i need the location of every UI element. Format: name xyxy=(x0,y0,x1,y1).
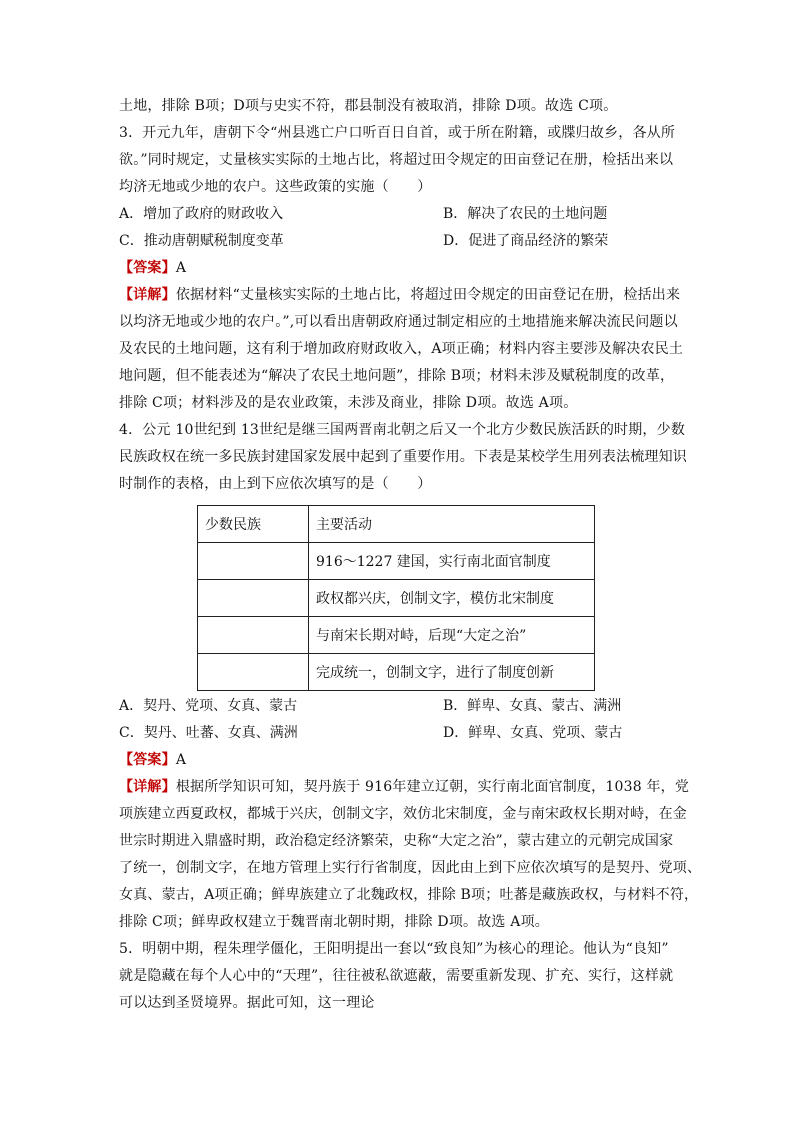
table-row xyxy=(198,617,595,654)
table-cell-ethnic xyxy=(198,543,309,580)
q3-detail-line-4: 地问题，但不能表述为“解决了农民土地问题”，排除 B项；材料未涉及赋税制度的改革， xyxy=(119,368,675,384)
table-header-row xyxy=(198,506,595,543)
detail-tag: 【详解】 xyxy=(119,287,176,303)
q3-stem-line-2: 欲。”同时规定，丈量核实实际的土地占比，将超过田令规定的田亩登记在册，检括出来以 xyxy=(119,152,674,168)
q3-detail-line-2: 以均济无地或少地的农户。”,可以看出唐朝政府通过制定相应的土地措施来解决流民问题以 xyxy=(119,314,678,330)
q3-option-a: A．增加了政府的财政收入 xyxy=(119,206,284,222)
answer-tag: 【答案】 xyxy=(119,752,176,768)
q4-option-c: C．契丹、吐蕃、女真、满洲 xyxy=(119,725,298,741)
table-cell-ethnic xyxy=(198,580,309,617)
q5-stem-line-3: 可以达到圣贤境界。据此可知，这一理论 xyxy=(119,995,375,1011)
q3-answer xyxy=(119,258,186,278)
q4-stem-line-3: 时制作的表格，由上到下应依次填写的是（ ） xyxy=(119,476,432,492)
q4-detail-line-4: 了统一，创制文字，在地方管理上实行行省制度，因此由上到下应依次填写的是契丹、党项、 xyxy=(119,860,702,876)
prev-answer-tail: 土地，排除 B项；D项与史实不符，郡县制没有被取消，排除 D项。故选 C项。 xyxy=(119,98,618,114)
table-row xyxy=(198,654,595,691)
q4-detail-line-6: 排除 C项；鲜卑政权建立于魏晋南北朝时期，排除 D项。故选 A项。 xyxy=(119,914,549,930)
q4-stem-line-2: 民族政权在统一多民族封建国家发展中起到了重要作用。下表是某校学生用列表法梳理知识 xyxy=(119,449,687,465)
table-header-activity: 主要活动 xyxy=(309,506,595,543)
table-header-ethnic: 少数民族 xyxy=(198,506,309,543)
table-row xyxy=(198,543,595,580)
q3-answer-value: A xyxy=(175,260,187,276)
q4-stem-line-1: 4．公元 10世纪到 13世纪是继三国两晋南北朝之后又一个北方少数民族活跃的时期，少数 xyxy=(119,422,686,438)
q4-detail-line-5: 女真、蒙古，A项正确；鲜卑族建立了北魏政权，排除 B项；吐蕃是藏族政权，与材料不符， xyxy=(119,887,699,903)
q4-option-a: A．契丹、党项、女真、蒙古 xyxy=(119,698,298,714)
q4-option-d: D．鲜卑、女真、党项、蒙古 xyxy=(443,725,623,741)
table-row xyxy=(198,580,595,617)
q4-detail-line-3: 世宗时期进入鼎盛时期，政治稳定经济繁荣，史称“大定之治”，蒙古建立的元朝完成国家 xyxy=(119,833,674,849)
table-cell-activity: 与南宋长期对峙，后现“大定之治” xyxy=(309,617,595,654)
q4-detail-line-1: 【详解】根据所学知识可知，契丹族于 916年建立辽朝，实行南北面官制度，1038 年，党 xyxy=(119,779,690,795)
table-cell-activity: 916～1227 建国，实行南北面官制度 xyxy=(309,543,595,580)
q3-detail-line-1: 【详解】依据材料“丈量核实实际的土地占比，将超过田令规定的田亩登记在册，检括出来 xyxy=(119,287,681,303)
table-cell-activity: 完成统一，创制文字，进行了制度创新 xyxy=(309,654,595,691)
q3-detail-line-3: 及农民的土地问题，这有利于增加政府财政收入，A项正确；材料内容主要涉及解决农民土 xyxy=(119,341,684,357)
q3-option-c: C．推动唐朝赋税制度变革 xyxy=(119,233,284,249)
q3-stem-line-3: 均济无地或少地的农户。这些政策的实施（ ） xyxy=(119,179,432,195)
q4-table xyxy=(197,505,595,691)
q3-option-d: D．促进了商品经济的繁荣 xyxy=(443,233,609,249)
q3-detail-line-5: 排除 C项；材料涉及的是农业政策，未涉及商业，排除 D项。故选 A项。 xyxy=(119,395,578,411)
q4-detail-line-2: 项族建立西夏政权，都城于兴庆，创制文字，效仿北宋制度，金与南宋政权长期对峙，在金 xyxy=(119,806,687,822)
detail-tag: 【详解】 xyxy=(119,779,176,795)
answer-tag: 【答案】 xyxy=(119,260,176,276)
q5-stem-line-2: 就是隐藏在每个人心中的“天理”，往往被私欲遮蔽，需要重新发现、扩充、实行，这样就 xyxy=(119,968,674,984)
q3-stem-line-1: 3．开元九年，唐朝下令“州县逃亡户口听百日自首，或于所在附籍，或牒归故乡，各从所 xyxy=(119,125,676,141)
q4-answer-value: A xyxy=(175,752,187,768)
table-cell-ethnic xyxy=(198,617,309,654)
q4-option-b: B．鲜卑、女真、蒙古、满洲 xyxy=(443,698,622,714)
table-cell-activity: 政权都兴庆，创制文字，模仿北宋制度 xyxy=(309,580,595,617)
q4-answer xyxy=(119,750,186,770)
table-cell-ethnic xyxy=(198,654,309,691)
q5-stem-line-1: 5．明朝中期，程朱理学僵化，王阳明提出一套以“致良知”为核心的理论。他认为“良知” xyxy=(119,941,669,957)
q3-option-b: B．解决了农民的土地问题 xyxy=(443,206,608,222)
